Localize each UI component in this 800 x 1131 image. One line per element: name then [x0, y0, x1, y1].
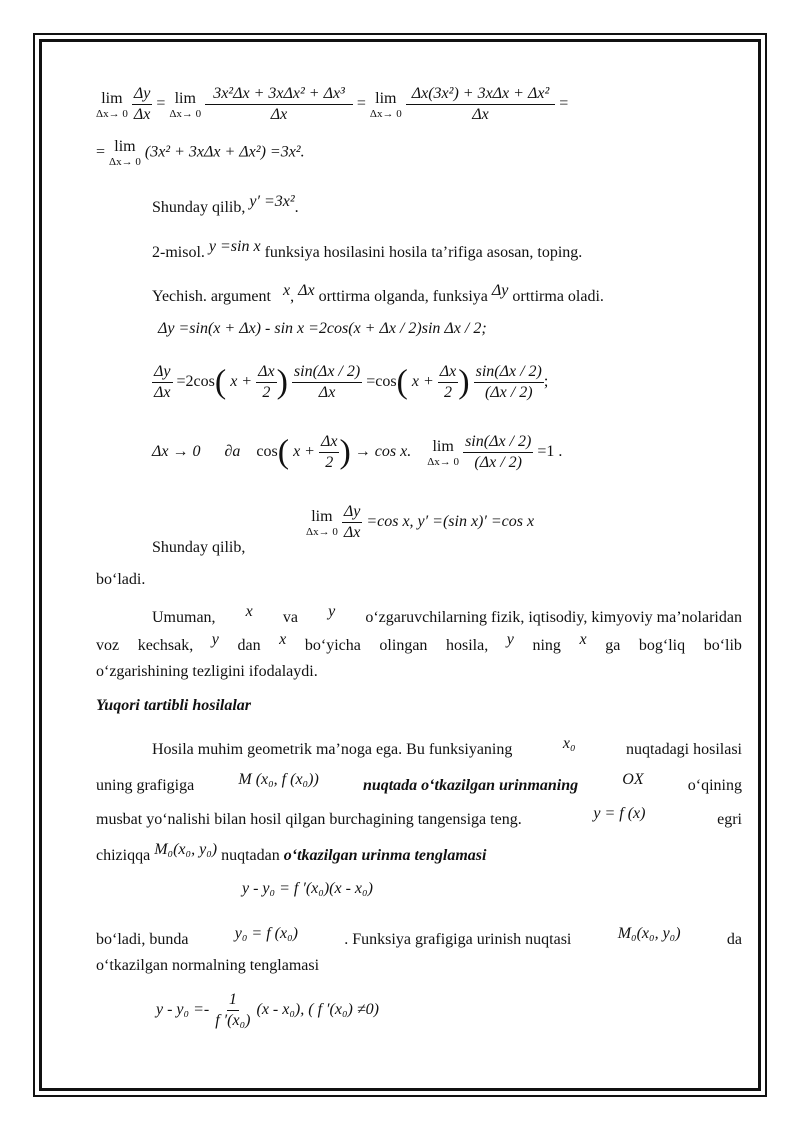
equation-normal: y - y₀ =- $\frac{1}{\text{f ′(x₀)}}$ (x - x₀), ( f ′(x₀) ≠0)	[156, 991, 379, 1029]
equation-6-formula: lim Δx→ 0 $\frac{\Delta y}{\Delta x}$ =cos x, y′ =(sin x)′ =cos x	[306, 503, 535, 541]
result-line-1: Shunday qilib, y′ =3x².	[152, 193, 299, 216]
equation-limits-cos: Δx → 0 ∂a cos( x + $\frac{\Delta x}{2}$ ) → cos x. lim Δx→ 0 $\frac{\sin(\Delta x / 2)}{(\Delta x / 2)}$ =1 .	[152, 433, 563, 471]
equation-limit-derivative: lim Δx→ 0 $\frac{\Delta y}{\Delta x}$ = lim Δx→ 0 $\frac{\text{3x²Δx + 3xΔx² + Δx³}}{\Delta x}$ = lim Δx→ 0 $\frac{\text{Δx(3x²) + 3xΔx + Δx²}}{\Delta x}$ =	[96, 85, 569, 123]
equation-limit-result: = lim Δx→ 0 (3x² + 3xΔx + Δx²) =3x².	[96, 138, 305, 168]
equation-delta-y: Δy =sin(x + Δx) - sin x =2cos(x + Δx / 2)sin Δx / 2;	[158, 320, 487, 337]
section-heading: Yuqori tartibli hosilalar	[96, 697, 252, 714]
paragraph-1-line-1: Umuman, x va y o‘zgaruvchilarning fizik, iqtisodiy, kimyoviy ma’nolaridan	[152, 603, 742, 626]
equation-6-prefix: Shunday qilib,	[152, 539, 246, 556]
paragraph-2-line-2: uning grafigiga M (x₀, f (x₀)) nuqtada o‘tkazilgan urinmaning OX o‘qining	[96, 771, 742, 794]
example-2-line: 2-misol. y =sin x funksiya hosilasini hosila ta’rifiga asosan, toping.	[152, 238, 583, 261]
paragraph-3-line-2: o‘tkazilgan normalning tenglamasi	[96, 957, 320, 974]
equation-ratio: $\frac{\Delta y}{\Delta x}$ =2cos( x + $\frac{\Delta x}{2}$ ) $\frac{\sin(\Delta x / 2)}{\Delta x}$ =cos( x + $\frac{\Delta x}{2}$ ) $\frac{\sin(\Delta x / 2)}{(\Delta x / 2)}$ ;	[154, 363, 549, 401]
paragraph-3-line-1: bo‘ladi, bunda y₀ = f (x₀) . Funksiya grafigiga urinish nuqtasi M₀(x₀, y₀) da	[96, 925, 742, 948]
paragraph-2-line-1: Hosila muhim geometrik ma’noga ega. Bu funksiyaning x₀ nuqtadagi hosilasi	[152, 735, 742, 758]
boladi-line: bo‘ladi.	[96, 571, 146, 588]
paragraph-2-line-4: chiziqqa M₀(x₀, y₀) nuqtadan o‘tkazilgan urinma tenglamasi	[96, 841, 487, 864]
paragraph-1-line-2: voz kechsak, y dan x bo‘yicha olingan hosila, y ning x ga bog‘liq bo‘lib	[96, 631, 742, 654]
solution-line: Yechish. argument x, Δx orttirma olganda, funksiya Δy orttirma oladi.	[152, 282, 604, 305]
paragraph-1-line-3: o‘zgarishining tezligini ifodalaydi.	[96, 663, 318, 680]
equation-tangent: y - y₀ = f ′(x₀)(x - x₀)	[242, 880, 373, 897]
paragraph-2-line-3: musbat yo‘nalishi bilan hosil qilgan burchagining tangensiga teng. y = f (x) egri	[96, 805, 742, 828]
